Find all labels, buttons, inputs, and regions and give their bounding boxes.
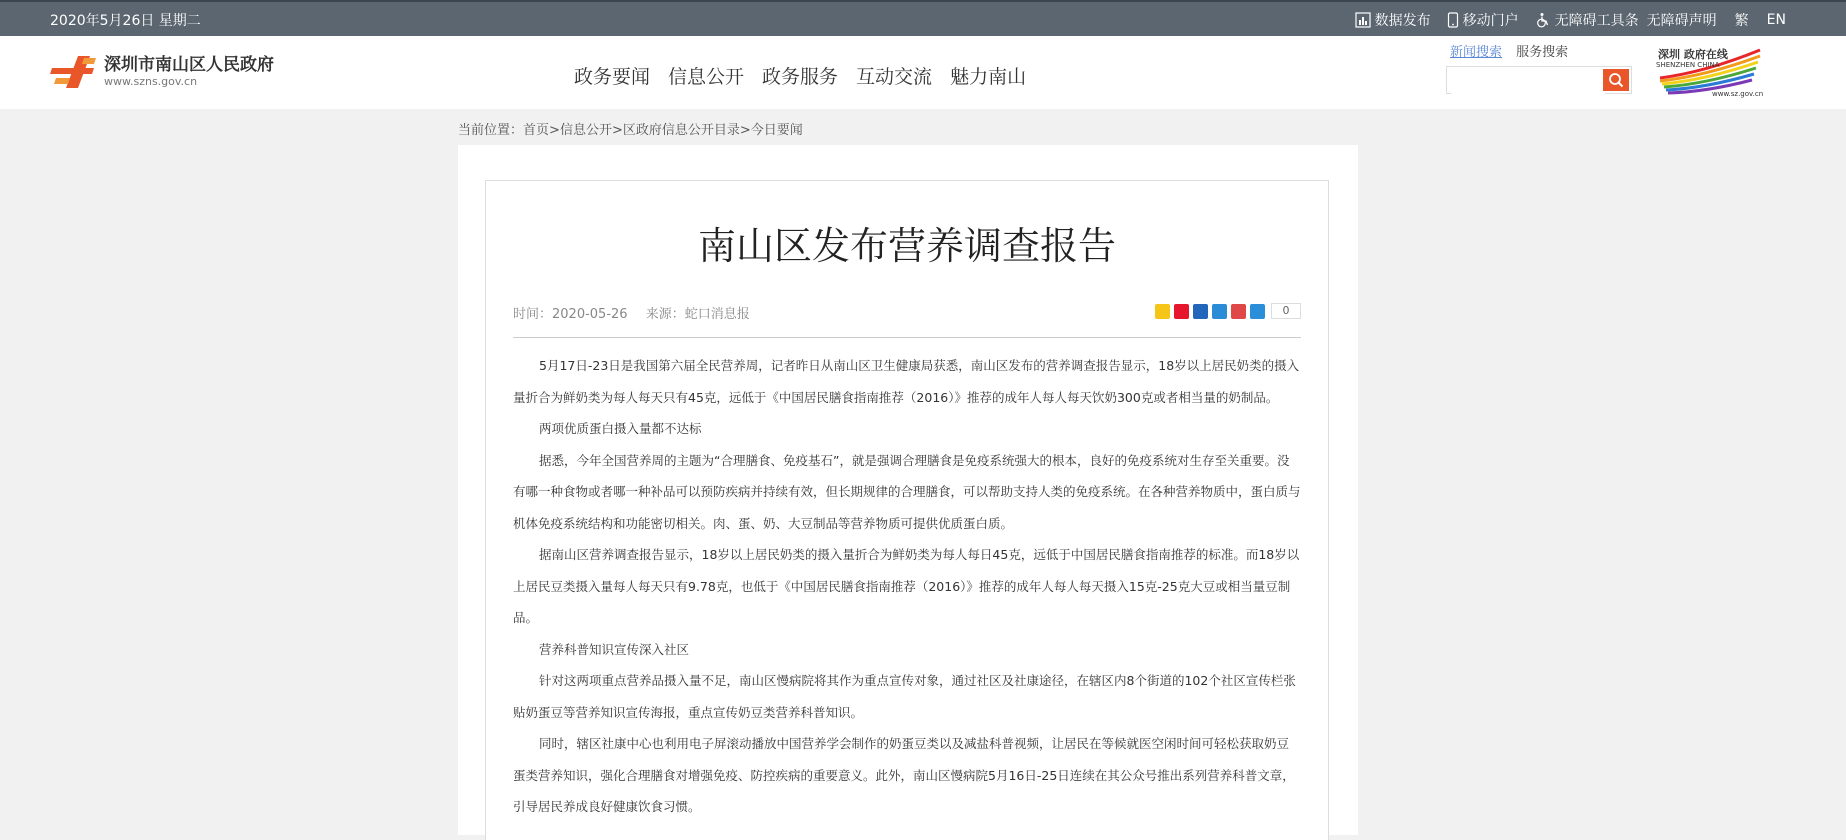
section-heading: 两项优质蛋白摄入量都不达标 bbox=[539, 421, 702, 436]
tab-service-search[interactable]: 服务搜索 bbox=[1516, 45, 1569, 60]
meta-divider bbox=[513, 337, 1301, 338]
article bbox=[485, 180, 1329, 840]
nav-item-news[interactable]: 政务要闻 bbox=[574, 66, 651, 88]
mobile-portal-link[interactable] bbox=[1447, 10, 1519, 30]
share-tencent-icon[interactable] bbox=[1212, 304, 1227, 319]
share-bar bbox=[1151, 303, 1301, 319]
accessibility-toolbar-label: 无障碍工具条 bbox=[1554, 13, 1639, 29]
site-header bbox=[0, 36, 1846, 109]
article-time: 时间：2020-05-26 bbox=[513, 307, 628, 322]
paragraph: 据南山区营养调查报告显示，18岁以上居民奶类的摄入量折合为鲜奶类为每人每日45克，远低于中国居民膳食指南推荐的标准。而18岁以上居民豆类摄入量每人每天只有9.78克，也低于《中国居民膳食指南推荐（2016）》推荐的成年人每人每天摄入15克-25克大豆或相当量豆制品。 bbox=[513, 547, 1300, 625]
share-renren-icon[interactable] bbox=[1193, 304, 1208, 319]
sz-logo-en: SHENZHEN CHINA bbox=[1656, 61, 1720, 69]
site-url: www.szns.gov.cn bbox=[104, 75, 198, 88]
tab-news-search[interactable]: 新闻搜索 bbox=[1450, 45, 1503, 60]
breadcrumb-catalog[interactable]: 区政府信息公开目录 bbox=[622, 123, 740, 138]
data-release-label: 数据发布 bbox=[1374, 13, 1431, 29]
share-count: 0 bbox=[1271, 303, 1301, 319]
traditional-chinese-link[interactable] bbox=[1735, 10, 1749, 30]
article-body bbox=[513, 350, 1301, 823]
traditional-chinese-label: 繁 bbox=[1734, 13, 1749, 29]
wheelchair-icon bbox=[1535, 12, 1551, 28]
article-source: 来源：蛇口消息报 bbox=[645, 307, 750, 322]
article-title: 南山区发布营养调查报告 bbox=[697, 224, 1116, 268]
accessibility-statement-label: 无障碍声明 bbox=[1646, 13, 1717, 29]
nav-item-charm-nanshan[interactable]: 魅力南山 bbox=[950, 66, 1027, 88]
main-nav bbox=[574, 62, 1044, 89]
nanshan-emblem-icon bbox=[50, 54, 96, 90]
sz-logo-text: 深圳 政府在线 bbox=[1658, 48, 1728, 61]
utility-links bbox=[1339, 10, 1786, 30]
breadcrumb-info-disclosure[interactable]: 信息公开 bbox=[559, 123, 612, 138]
search-area bbox=[1446, 41, 1636, 94]
data-release-link[interactable] bbox=[1355, 10, 1431, 30]
sz-logo-url: www.sz.gov.cn bbox=[1712, 90, 1764, 98]
site-name: 深圳市南山区人民政府 bbox=[104, 55, 274, 75]
search-button[interactable] bbox=[1603, 69, 1629, 91]
breadcrumb-sep: > bbox=[549, 123, 560, 138]
search-icon bbox=[1608, 72, 1624, 88]
accessibility-statement-link[interactable] bbox=[1647, 10, 1717, 30]
search-box bbox=[1446, 66, 1632, 94]
share-more-icon[interactable] bbox=[1250, 304, 1265, 319]
share-qzone-icon[interactable] bbox=[1155, 304, 1170, 319]
breadcrumb-today-news[interactable]: 今日要闻 bbox=[750, 123, 803, 138]
breadcrumb-home[interactable]: 首页 bbox=[523, 123, 550, 138]
accessibility-toolbar-link[interactable] bbox=[1535, 10, 1639, 30]
mobile-portal-label: 移动门户 bbox=[1462, 13, 1519, 29]
breadcrumb-sep: > bbox=[611, 123, 623, 138]
shenzhen-gov-logo[interactable] bbox=[1656, 46, 1764, 98]
breadcrumb-prefix: 当前位置： bbox=[458, 123, 524, 138]
current-date: 2020年5月26日 星期二 bbox=[50, 13, 201, 29]
breadcrumb-sep: > bbox=[739, 123, 751, 138]
breadcrumb bbox=[458, 119, 803, 138]
share-wechat-icon[interactable] bbox=[1231, 304, 1246, 319]
content-panel bbox=[458, 145, 1358, 835]
nav-item-info-disclosure[interactable]: 信息公开 bbox=[668, 66, 745, 88]
english-link[interactable] bbox=[1767, 10, 1786, 30]
bar-chart-icon bbox=[1355, 12, 1371, 28]
mobile-icon bbox=[1447, 12, 1459, 28]
article-meta bbox=[513, 303, 764, 322]
nav-item-services[interactable]: 政务服务 bbox=[762, 66, 839, 88]
english-label: EN bbox=[1766, 12, 1786, 28]
nav-item-interaction[interactable]: 互动交流 bbox=[856, 66, 933, 88]
paragraph: 据悉，今年全国营养周的主题为“合理膳食、免疫基石”，就是强调合理膳食是免疫系统强大的根本，良好的免疫系统对生存至关重要。没有哪一种食物或者哪一种补品可以预防疾病并持续有效，但长期规律的合理膳食，可以帮助支持人类的免疫系统。在各种营养物质中，蛋白质与机体免疫系统结构和功能密切相关。肉、蛋、奶、大豆制品等营养物质可提供优质蛋白质。 bbox=[513, 452, 1301, 531]
paragraph: 针对这两项重点营养品摄入量不足，南山区慢病院将其作为重点宣传对象，通过社区及社康途径，在辖区内8个街道的102个社区宣传栏张贴奶蛋豆等营养知识宣传海报，重点宣传奶豆类营养科普知识。 bbox=[513, 673, 1296, 720]
section-heading: 营养科普知识宣传深入社区 bbox=[539, 641, 690, 657]
paragraph: 5月17日-23日是我国第六届全民营养周，记者昨日从南山区卫生健康局获悉，南山区发布的营养调查报告显示，18岁以上居民奶类的摄入量折合为鲜奶类为每人每天只有45克，远低于《中国居民膳食指南推荐（2016）》推荐的成年人每人每天饮奶300克或者相当量的奶制品。 bbox=[513, 358, 1300, 405]
top-utility-bar bbox=[0, 0, 1846, 36]
share-weibo-icon[interactable] bbox=[1174, 304, 1189, 319]
search-input[interactable] bbox=[1451, 68, 1605, 94]
paragraph: 同时，辖区社康中心也利用电子屏滚动播放中国营养学会制作的奶蛋豆类以及减盐科普视频，让居民在等候就医空闲时间可轻松获取奶豆蛋类营养知识，强化合理膳食对增强免疫、防控疾病的重要意义。此外，南山区慢病院5月16日-25日连续在其公众号推出系列营养科普文章，引导居民养成良好健康饮食习惯。 bbox=[513, 736, 1295, 814]
site-logo[interactable] bbox=[50, 54, 274, 90]
